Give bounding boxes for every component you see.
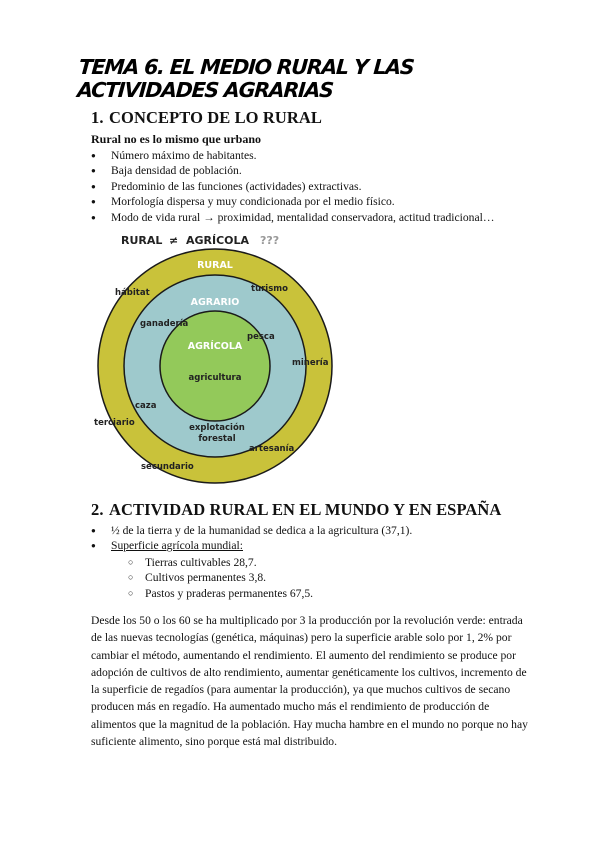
- subbullet-item: ○ Pastos y praderas permanentes 67,5.: [128, 586, 313, 601]
- section-1-heading: [91, 108, 322, 128]
- rural-agrario-agricola-diagram: [88, 228, 340, 486]
- section-1-bullet-list: [91, 148, 494, 225]
- label-explotacion: explotación: [189, 423, 245, 433]
- bullet-item: ● Predominio de las funciones (actividades) extractivas.: [91, 179, 494, 194]
- section-2-number: 2.: [91, 500, 104, 519]
- bullet-item: ● Baja densidad de población.: [91, 163, 494, 178]
- label-mineria: minería: [292, 358, 329, 368]
- label-forestal: forestal: [198, 434, 236, 444]
- label-secundario: secundario: [141, 462, 194, 472]
- section-2-heading: [91, 500, 501, 520]
- diagram-header-rural: RURAL: [121, 234, 163, 247]
- section-1-title: CONCEPTO DE LO RURAL: [109, 108, 323, 127]
- subbullet-item: ○ Cultivos permanentes 3,8.: [128, 570, 313, 585]
- label-caza: caza: [135, 401, 157, 411]
- middle-circle-label: AGRARIO: [190, 297, 240, 308]
- label-turismo: turismo: [251, 284, 288, 294]
- label-habitat: hábitat: [115, 288, 150, 298]
- superficie-agricola-label: Superficie agrícola mundial:: [111, 539, 243, 553]
- label-ganaderia: ganadería: [140, 319, 189, 329]
- diagram-header-agricola: AGRÍCOLA: [186, 234, 250, 247]
- diagram-header-question: ???: [260, 234, 280, 247]
- section-1-number: 1.: [91, 108, 104, 127]
- section-2-subbullet-list: [128, 555, 313, 601]
- outer-circle-label: RURAL: [197, 260, 233, 271]
- subbullet-item: ○ Tierras cultivables 28,7.: [128, 555, 313, 570]
- title-line-2: ACTIVIDADES AGRARIAS: [76, 78, 334, 102]
- section-1-subheading: Rural no es lo mismo que urbano: [91, 132, 262, 146]
- section-2-title: ACTIVIDAD RURAL EN EL MUNDO Y EN ESPAÑA: [109, 500, 502, 519]
- bullet-item-underlined: [91, 538, 412, 553]
- bullet-item: ● ½ de la tierra y de la humanidad se dedica a la agricultura (37,1).: [91, 523, 412, 538]
- section-2-bullet-list: [91, 523, 412, 554]
- label-artesania: artesanía: [249, 444, 295, 454]
- document-title: [76, 56, 539, 102]
- bullet-item: ● Modo de vida rural → proximidad, mentalidad conservadora, actitud tradicional…: [91, 210, 494, 225]
- label-terciario: terciario: [94, 418, 135, 428]
- title-line-1: TEMA 6. EL MEDIO RURAL Y LAS: [78, 55, 415, 79]
- bullet-item: ● Morfología dispersa y muy condicionada por el medio físico.: [91, 194, 494, 209]
- label-pesca: pesca: [247, 332, 275, 342]
- not-equal-symbol: ≠: [169, 234, 179, 247]
- inner-circle-label: AGRÍCOLA: [187, 341, 243, 352]
- bullet-item: ● Número máximo de habitantes.: [91, 148, 494, 163]
- label-agricultura: agricultura: [188, 373, 242, 383]
- section-2-paragraph: Desde los 50 o los 60 se ha multiplicado por 3 la producción por la revolución verde: entrada de las nuevas tecnologías (genética, máquinas) pero la superficie arable solo por 1, 2% por cambiar el método, aumentando el rendimiento. El aumento del rendimiento se produce por adopción de cultivos de alto rendimiento, aumentar genéticamente los cultivos, incremento de la superficie de regadíos (para aumentar la producción), ya que muchos cultivos de secano producen más en regadío. Ha aumentado mucho más el rendimiento de producción de alimentos que la magnitud de la población. Hay mucha hambre en el mundo no porque no hay suficiente alimento, sino porque está mal distribuido.: [91, 614, 528, 749]
